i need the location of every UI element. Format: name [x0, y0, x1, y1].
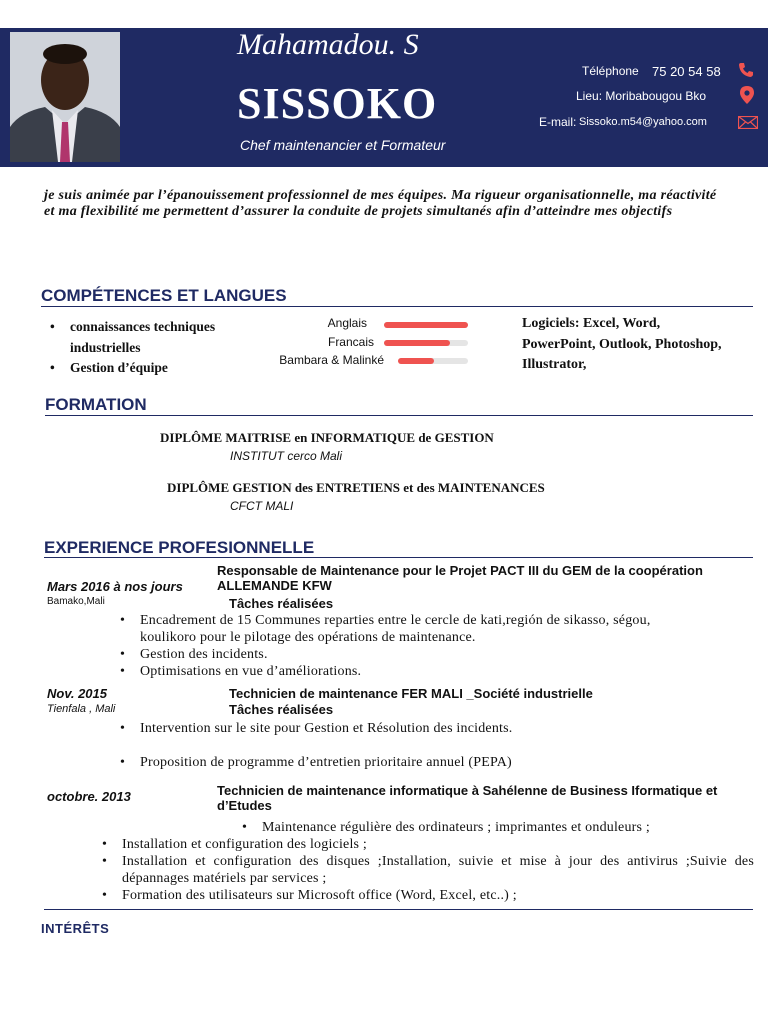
task-item: • Installation et configuration des disques ;Installation, suivie et mise à jour des antivirus ;Suivie des dépannages matériels par services ; [98, 853, 754, 887]
job-tasks-list [98, 836, 754, 904]
experience-divider [44, 557, 753, 558]
skills-divider [41, 306, 753, 307]
diploma-title: DIPLÔME GESTION des ENTRETIENS et des MAINTENANCES [167, 480, 545, 495]
intro-paragraph: je suis animée par l’épanouissement professionnel de mes équipes. Ma rigueur organisationnelle, ma réactivité et ma flexibilité me permettent d’assurer la conduite de projets simultanés afin d’atteindre mes objectifs [44, 188, 717, 219]
language-bar [384, 340, 468, 346]
skill-item: • connaissances techniques industrielles [46, 317, 276, 358]
interests-title: INTÉRÊTS [41, 921, 110, 936]
diploma-school: INSTITUT cerco Mali [230, 449, 343, 463]
job-date: Mars 2016 à nos jours [47, 579, 183, 594]
email-label: E-mail: [539, 115, 577, 129]
software-skills: Logiciels: Excel, Word, PowerPoint, Outlook, Photoshop, Illustrator, [522, 316, 722, 372]
email-value[interactable]: Sissoko.m54@yahoo.com [579, 116, 707, 128]
tasks-label: Tâches réalisées [229, 596, 334, 611]
last-name: SISSOKO [237, 79, 438, 128]
language-name: Bambara & Malinké [279, 353, 384, 367]
task-item: • Intervention sur le site pour Gestion et Résolution des incidents. [116, 720, 676, 737]
location-pin-icon [740, 86, 754, 104]
phone-icon [738, 62, 754, 78]
experience-end-divider [44, 909, 753, 910]
language-bar [398, 358, 468, 364]
skill-item: • Gestion d’équipe [46, 358, 276, 379]
diploma-title: DIPLÔME MAITRISE en INFORMATIQUE de GESTION [160, 430, 494, 445]
job-location: Bamako,Mali [47, 596, 105, 607]
job-date: Nov. 2015 [47, 686, 107, 701]
task-item: • Maintenance régulière des ordinateurs ; imprimantes et onduleurs ; [238, 819, 758, 836]
language-bar [384, 322, 468, 328]
job-title: Technicien de maintenance FER MALI _Société industrielle [229, 686, 593, 701]
formation-title: FORMATION [45, 395, 147, 414]
job-title: Technicien de maintenance informatique à Sahélenne de Business Iformatique et d’Etudes [217, 783, 718, 813]
language-bar-fill [398, 358, 434, 364]
job-role: Chef maintenancier et Formateur [240, 137, 446, 153]
task-item: • Installation et configuration des logiciels ; [98, 836, 754, 853]
language-name: Anglais [327, 316, 367, 330]
skills-title: COMPÉTENCES ET LANGUES [41, 286, 287, 305]
task-item: • Encadrement de 15 Communes reparties entre le cercle de kati,región de sikasso, ségou, koulikoro pour le pilotage des opérations de maintenance. [116, 612, 676, 646]
task-item: • Optimisations en vue d’améliorations. [116, 663, 676, 680]
task-item: • Gestion des incidents. [116, 646, 676, 663]
experience-title: EXPERIENCE PROFESIONNELLE [44, 538, 315, 557]
person-photo-icon [10, 32, 120, 162]
first-name: Mahamadou. S [237, 28, 419, 61]
language-name: Francais [327, 335, 374, 349]
job-tasks-list [238, 819, 758, 836]
job-location: Tienfala , Mali [47, 703, 116, 715]
task-item: • Formation des utilisateurs sur Microsoft office (Word, Excel, etc..) ; [98, 887, 754, 904]
diploma-school: CFCT MALI [230, 499, 294, 513]
task-item: • Proposition de programme d’entretien prioritaire annuel (PEPA) [116, 754, 676, 771]
phone-label: Téléphone [582, 64, 639, 78]
tasks-label: Tâches réalisées [229, 702, 334, 717]
job-title: Responsable de Maintenance pour le Projet PACT III du GEM de la coopération ALLEMANDE KFW [217, 563, 703, 593]
header-banner [0, 28, 768, 167]
language-bar-fill [384, 340, 450, 346]
email-icon [738, 116, 758, 129]
language-bar-fill [384, 322, 468, 328]
location-text: Lieu: Moribabougou Bko [576, 89, 707, 103]
job-date: octobre. 2013 [47, 789, 131, 804]
profile-photo [10, 32, 120, 162]
phone-value: 75 20 54 58 [652, 64, 721, 79]
job-tasks-list [116, 612, 676, 680]
job-tasks-list [116, 720, 676, 771]
formation-divider [45, 415, 753, 416]
